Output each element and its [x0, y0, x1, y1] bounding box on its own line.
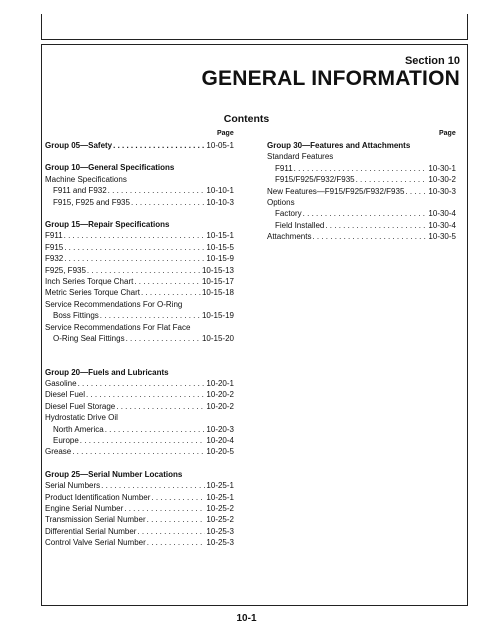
toc-left-column: [45, 140, 234, 549]
section-label: Section 10: [404, 55, 460, 67]
toc-entry[interactable]: Europe . . . 10-20-4: [45, 435, 234, 446]
toc-entry[interactable]: Field Installed . . . 10-30-4: [267, 220, 456, 231]
contents-title: Contents: [223, 113, 270, 125]
group10-title: Group 10—General Specifications: [45, 163, 175, 173]
toc-entry[interactable]: Gasoline . . . 10-20-1: [45, 378, 234, 389]
top-rule: [41, 39, 468, 40]
page-column-heading-right: Page: [439, 130, 456, 137]
toc-entry[interactable]: Boss Fittings . . . 10-15-19: [45, 310, 234, 321]
toc-entry-group05[interactable]: Group 05—Safety . . . 10-05-1: [45, 140, 234, 151]
group10-subheading: Machine Specifications: [45, 174, 127, 184]
toc-entry[interactable]: North America . . . 10-20-3: [45, 424, 234, 435]
toc-entry[interactable]: Attachments . . . 10-30-5: [267, 231, 456, 242]
options-heading: Options: [267, 198, 295, 208]
top-rule-left: [41, 14, 42, 40]
group15-title: Group 15—Repair Specifications: [45, 220, 170, 230]
toc-entry[interactable]: F915/F925/F932/F935 . . . 10-30-2: [267, 174, 456, 185]
hydrostatic-heading: Hydrostatic Drive Oil: [45, 413, 118, 423]
toc-entry[interactable]: Diesel Fuel Storage . . . 10-20-2: [45, 401, 234, 412]
toc-entry[interactable]: F911 . . . 10-15-1: [45, 230, 234, 241]
toc-entry[interactable]: Product Identification Number . . . 10-25-1: [45, 492, 234, 503]
toc-entry[interactable]: Control Valve Serial Number . . . 10-25-3: [45, 537, 234, 548]
page-column-heading-left: Page: [217, 130, 234, 137]
oring-heading: Service Recommendations For O-Ring: [45, 299, 183, 309]
toc-entry[interactable]: O-Ring Seal Fittings . . . 10-15-20: [45, 333, 234, 344]
page-number: 10-1: [236, 613, 257, 624]
toc-entry[interactable]: Transmission Serial Number . . . 10-25-2: [45, 514, 234, 525]
toc-entry[interactable]: F915 . . . 10-15-5: [45, 242, 234, 253]
toc-entry[interactable]: Differential Serial Number . . . 10-25-3: [45, 526, 234, 537]
group20-title: Group 20—Fuels and Lubricants: [45, 367, 169, 377]
toc-entry[interactable]: Diesel Fuel . . . 10-20-2: [45, 389, 234, 400]
standard-features-heading: Standard Features: [267, 152, 334, 162]
toc-entry[interactable]: F915, F925 and F935 . . . 10-10-3: [45, 197, 234, 208]
toc-entry[interactable]: Grease . . . 10-20-5: [45, 446, 234, 457]
group25-title: Group 25—Serial Number Locations: [45, 469, 183, 479]
group30-title: Group 30—Features and Attachments: [267, 141, 411, 150]
toc-entry[interactable]: Engine Serial Number . . . 10-25-2: [45, 503, 234, 514]
toc-entry[interactable]: F932 . . . 10-15-9: [45, 253, 234, 264]
top-rule-right: [467, 14, 468, 40]
toc-entry[interactable]: F911 . . . 10-30-1: [267, 163, 456, 174]
flat-face-heading: Service Recommendations For Flat Face: [45, 322, 191, 332]
toc-entry[interactable]: Serial Numbers . . . 10-25-1: [45, 480, 234, 491]
toc-entry[interactable]: F911 and F932 . . . 10-10-1: [45, 185, 234, 196]
toc-entry[interactable]: Metric Series Torque Chart . . . 10-15-18: [45, 287, 234, 298]
toc-entry[interactable]: Factory . . . 10-30-4: [267, 208, 456, 219]
section-title: GENERAL INFORMATION: [201, 67, 460, 90]
toc-entry[interactable]: Inch Series Torque Chart . . . 10-15-17: [45, 276, 234, 287]
toc-entry[interactable]: F925, F935 . . . 10-15-13: [45, 265, 234, 276]
toc-entry[interactable]: New Features—F915/F925/F932/F935 . . . 10-30-3: [267, 186, 456, 197]
toc-right-column: [267, 140, 456, 243]
